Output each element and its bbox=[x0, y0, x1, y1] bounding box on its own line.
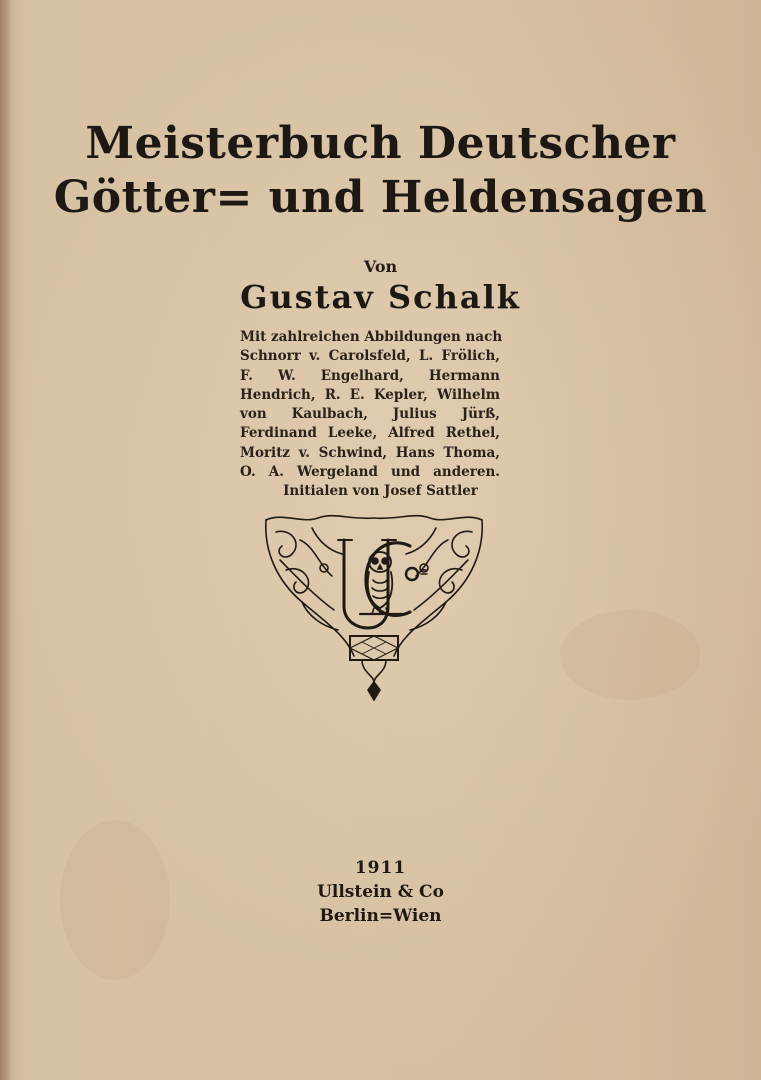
imprint bbox=[0, 858, 761, 928]
credits-line: Schnorr v. Carolsfeld, L. Frölich, bbox=[240, 348, 500, 365]
credits-line: F. W. Engelhard, Hermann bbox=[240, 367, 500, 384]
paper-stain bbox=[560, 610, 700, 700]
publication-place: Berlin=Wien bbox=[319, 906, 442, 926]
owl-publisher-vignette-icon bbox=[262, 510, 486, 705]
credits-line: Hendrich, R. E. Kepler, Wilhelm bbox=[240, 386, 500, 403]
by-label: Von bbox=[363, 257, 398, 276]
title-line-1: Meisterbuch Deutscher bbox=[85, 118, 676, 169]
book-title bbox=[0, 118, 761, 223]
credits-line: Ferdinand Leeke, Alfred Rethel, bbox=[240, 425, 500, 442]
title-line-2: Götter= und Heldensagen bbox=[53, 172, 708, 223]
publication-year: 1911 bbox=[354, 858, 407, 878]
initials-credit: Initialen von Josef Sattler bbox=[283, 483, 478, 499]
publisher-name: Ullstein & Co bbox=[317, 882, 444, 902]
credits-line: von Kaulbach, Julius Jürß, bbox=[240, 406, 500, 423]
credits-line: O. A. Wergeland und anderen. bbox=[240, 464, 500, 481]
credits-line: Moritz v. Schwind, Hans Thoma, bbox=[240, 444, 500, 461]
illustrator-credits bbox=[240, 328, 503, 482]
author-name: Gustav Schalk bbox=[240, 278, 521, 316]
credits-line: Mit zahlreichen Abbildungen nach bbox=[240, 329, 503, 345]
